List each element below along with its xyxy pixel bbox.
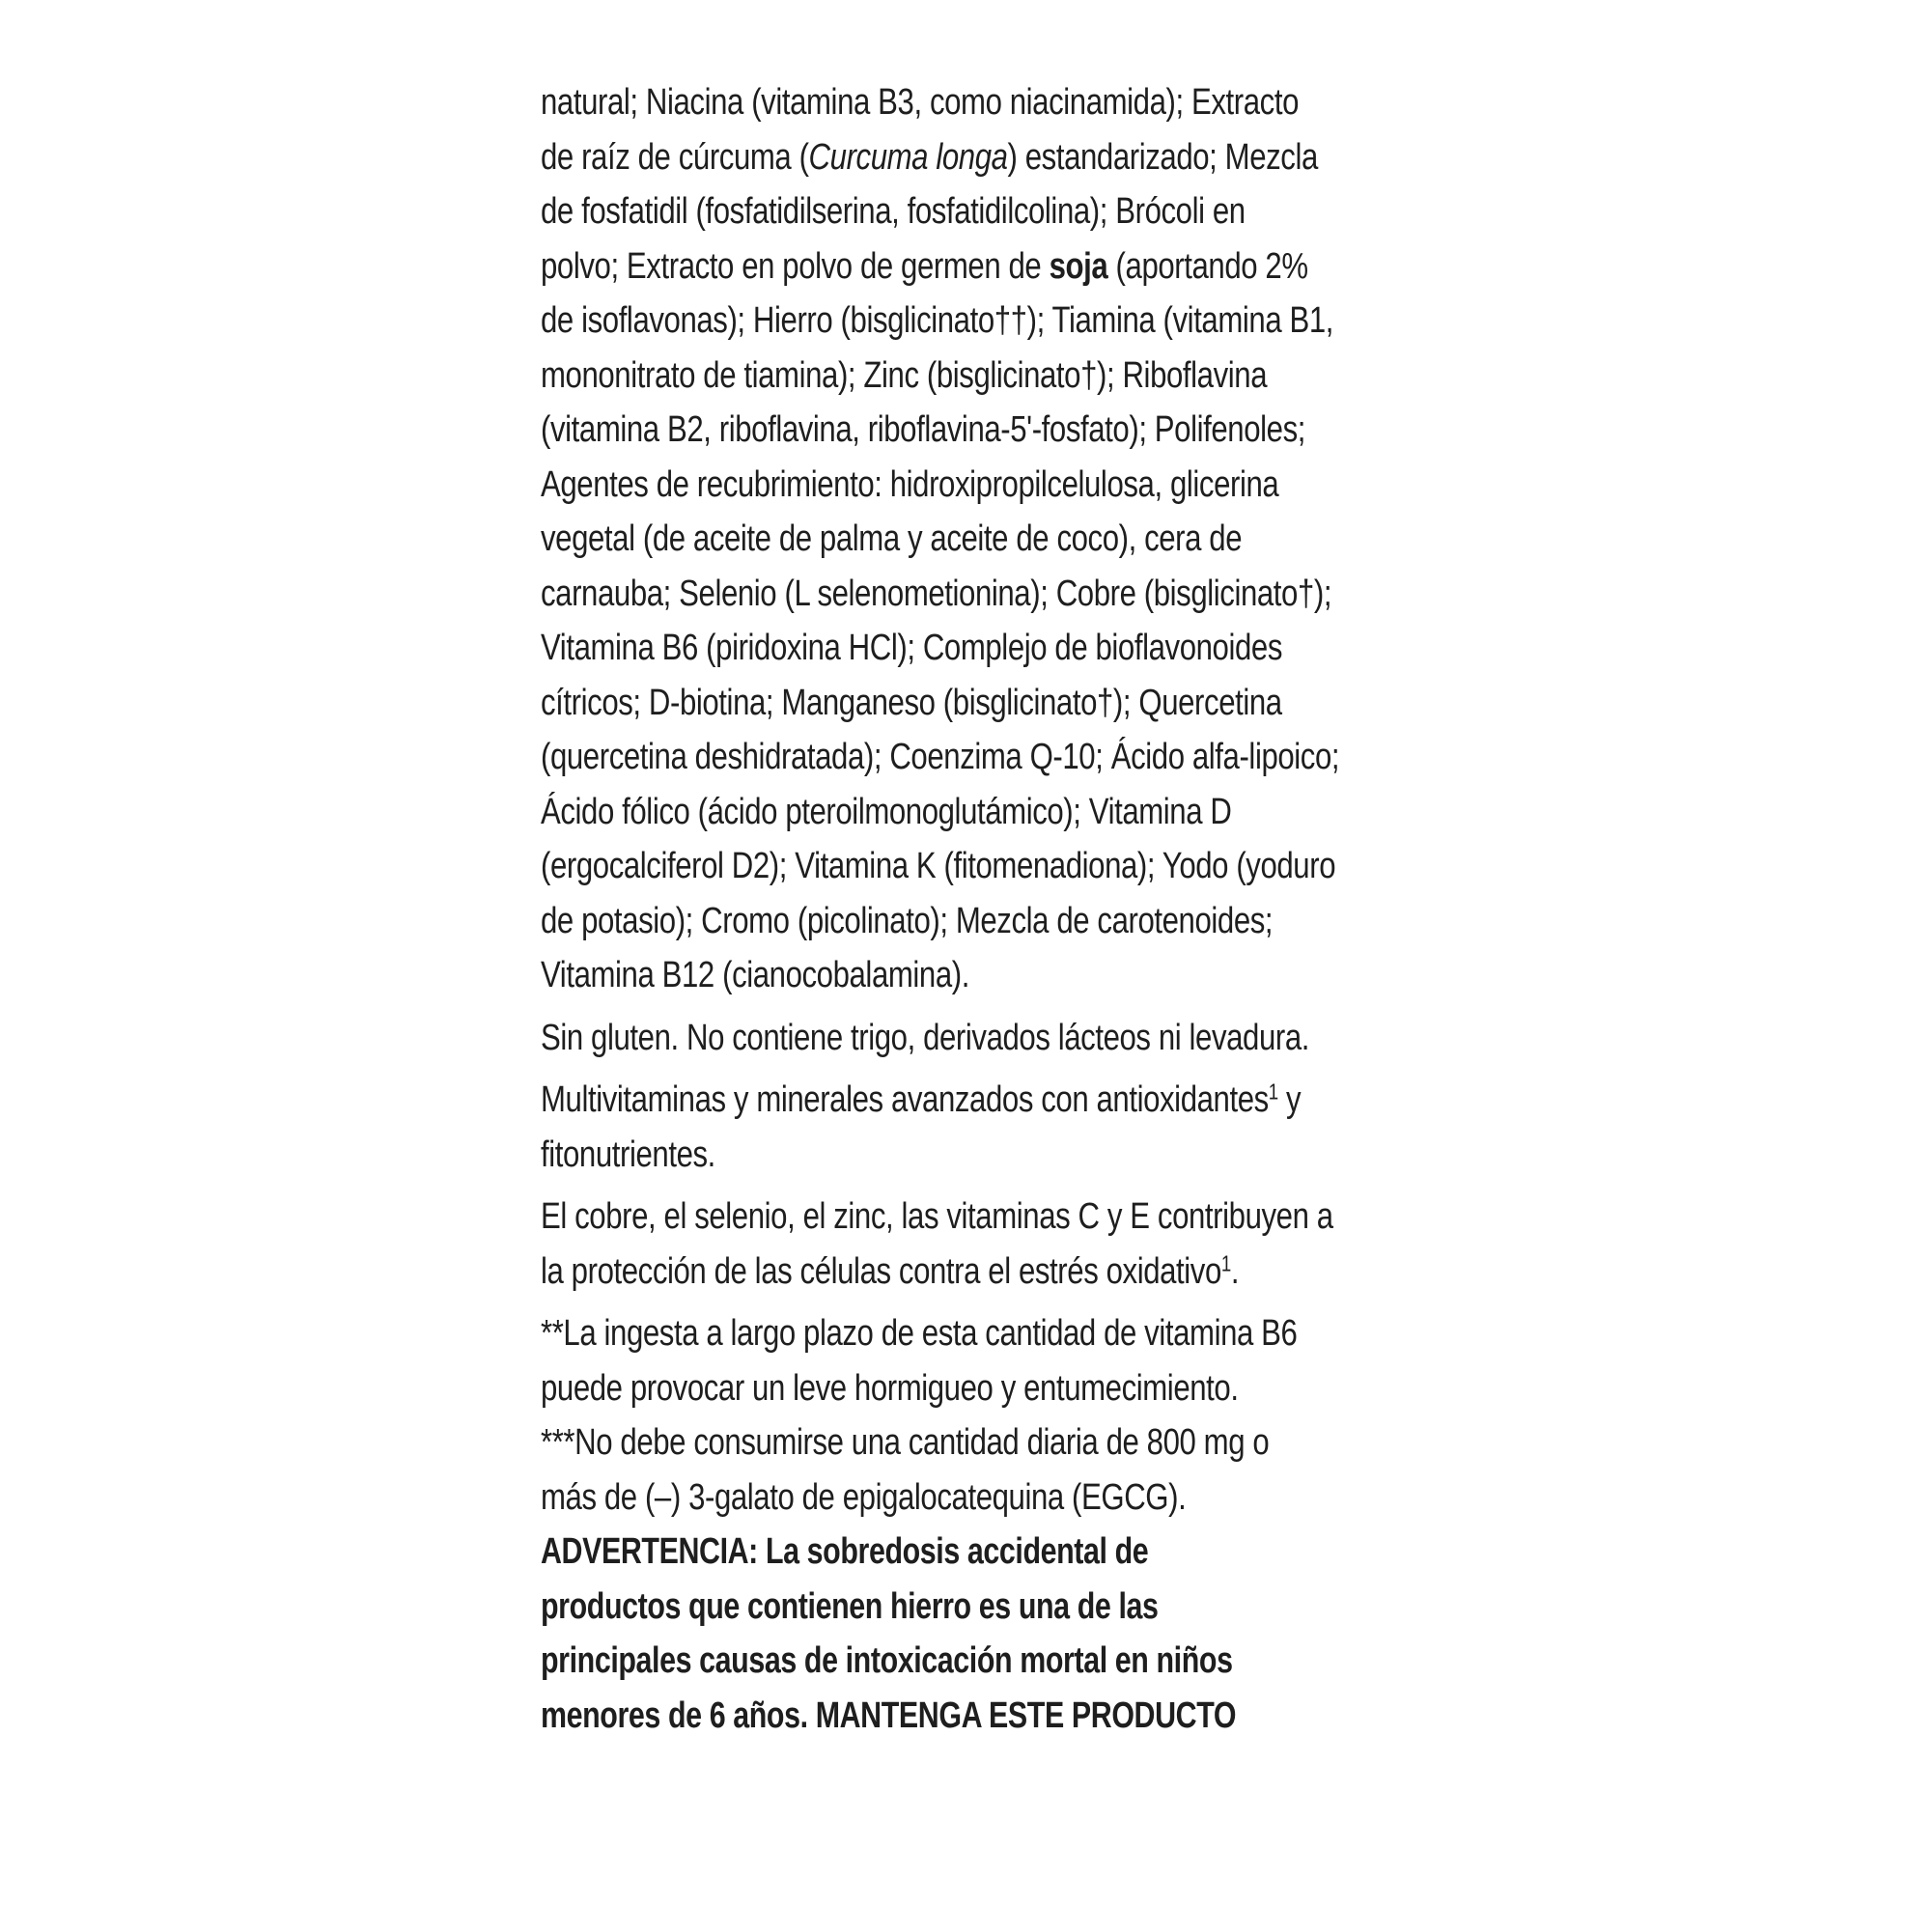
text-line: cítricos; D-biotina; Manganeso (bisglicinato†); Quercetina [541,682,1282,723]
text-line: fitonutrientes. [541,1134,715,1175]
text-fragment: . [1230,1250,1240,1292]
text-line: mononitrato de tiamina); Zinc (bisglicinato†); Riboflavina [541,354,1268,396]
text-line [541,239,1308,294]
text-fragment: de raíz de cúrcuma ( [541,136,809,178]
text-line: **La ingesta a largo plazo de esta cantidad de vitamina B6 [541,1313,1298,1354]
text-line: carnauba; Selenio (L selenometionina); Cobre (bisglicinato†); [541,573,1332,614]
text-line: vegetal (de aceite de palma y aceite de coco), cera de [541,518,1243,559]
text-line: de potasio); Cromo (picolinato); Mezcla de carotenoides; [541,900,1274,941]
warning-line: principales causas de intoxicación mortal en niños [541,1640,1233,1681]
text-line: (ergocalciferol D2); Vitamina K (fitomenadiona); Yodo (yoduro [541,846,1336,886]
text-line: natural; Niacina (vitamina B3, como niacinamida); Extracto [541,82,1299,123]
text-line [541,1245,1285,1300]
label-text-column [541,75,1448,1743]
text-line: (quercetina deshidratada); Coenzima Q-10; Ácido alfa-lipoico; [541,737,1340,777]
antioxidant-claim [541,1073,1448,1182]
text-line: Sin gluten. No contiene trigo, derivados lácteos ni levadura. [541,1017,1310,1058]
text-line: Agentes de recubrimiento: hidroxipropilcelulosa, glicerina [541,463,1279,505]
text-line: ***No debe consumirse una cantidad diaria de 800 mg o [541,1422,1270,1463]
footnote-marker: 1 [1268,1078,1278,1105]
text-line: puede provocar un leve hormigueo y entumecimiento. [541,1367,1239,1409]
text-line [541,1073,1302,1128]
text-fragment: la protección de las células contra el estrés oxidativo [541,1250,1221,1292]
text-line: más de (–) 3-galato de epigalocatequina (EGCG). [541,1476,1187,1518]
text-line: El cobre, el selenio, el zinc, las vitaminas C y E contribuyen a [541,1196,1333,1237]
text-fragment: Multivitaminas y minerales avanzados con antioxidantes [541,1079,1269,1120]
warning-line: menores de 6 años. MANTENGA ESTE PRODUCTO [541,1694,1237,1736]
text-line [541,130,1318,185]
text-line: Vitamina B12 (cianocobalamina). [541,955,969,995]
oxidative-stress-claim [541,1190,1448,1299]
footnote-marker: 1 [1220,1249,1231,1275]
allergen-soja: soja [1049,245,1108,287]
text-line: de isoflavonas); Hierro (bisglicinato††); Tiamina (vitamina B1, [541,300,1334,341]
text-fragment: polvo; Extracto en polvo de germen de [541,245,1050,287]
text-fragment: ) estandarizado; Mezcla [1007,136,1318,178]
text-fragment: (aportando 2% [1107,245,1308,287]
text-line: (vitamina B2, riboflavina, riboflavina-5'-fosfato); Polifenoles; [541,409,1305,450]
warning-line: ADVERTENCIA: La sobredosis accidental de [541,1531,1149,1572]
dosage-notes [541,1306,1448,1525]
warning-line: productos que contienen hierro es una de las [541,1585,1159,1627]
text-fragment: y [1277,1079,1302,1120]
allergen-note [541,1011,1448,1066]
text-line: Ácido fólico (ácido pteroilmonoglutámico); Vitamina D [541,791,1232,832]
text-line: Vitamina B6 (piridoxina HCl); Complejo de bioflavonoides [541,628,1282,668]
text-line: de fosfatidil (fosfatidilserina, fosfatidilcolina); Brócoli en [541,191,1246,232]
latin-name: Curcuma longa [808,136,1008,178]
iron-warning [541,1525,1448,1743]
ingredients-list [541,75,1448,1003]
